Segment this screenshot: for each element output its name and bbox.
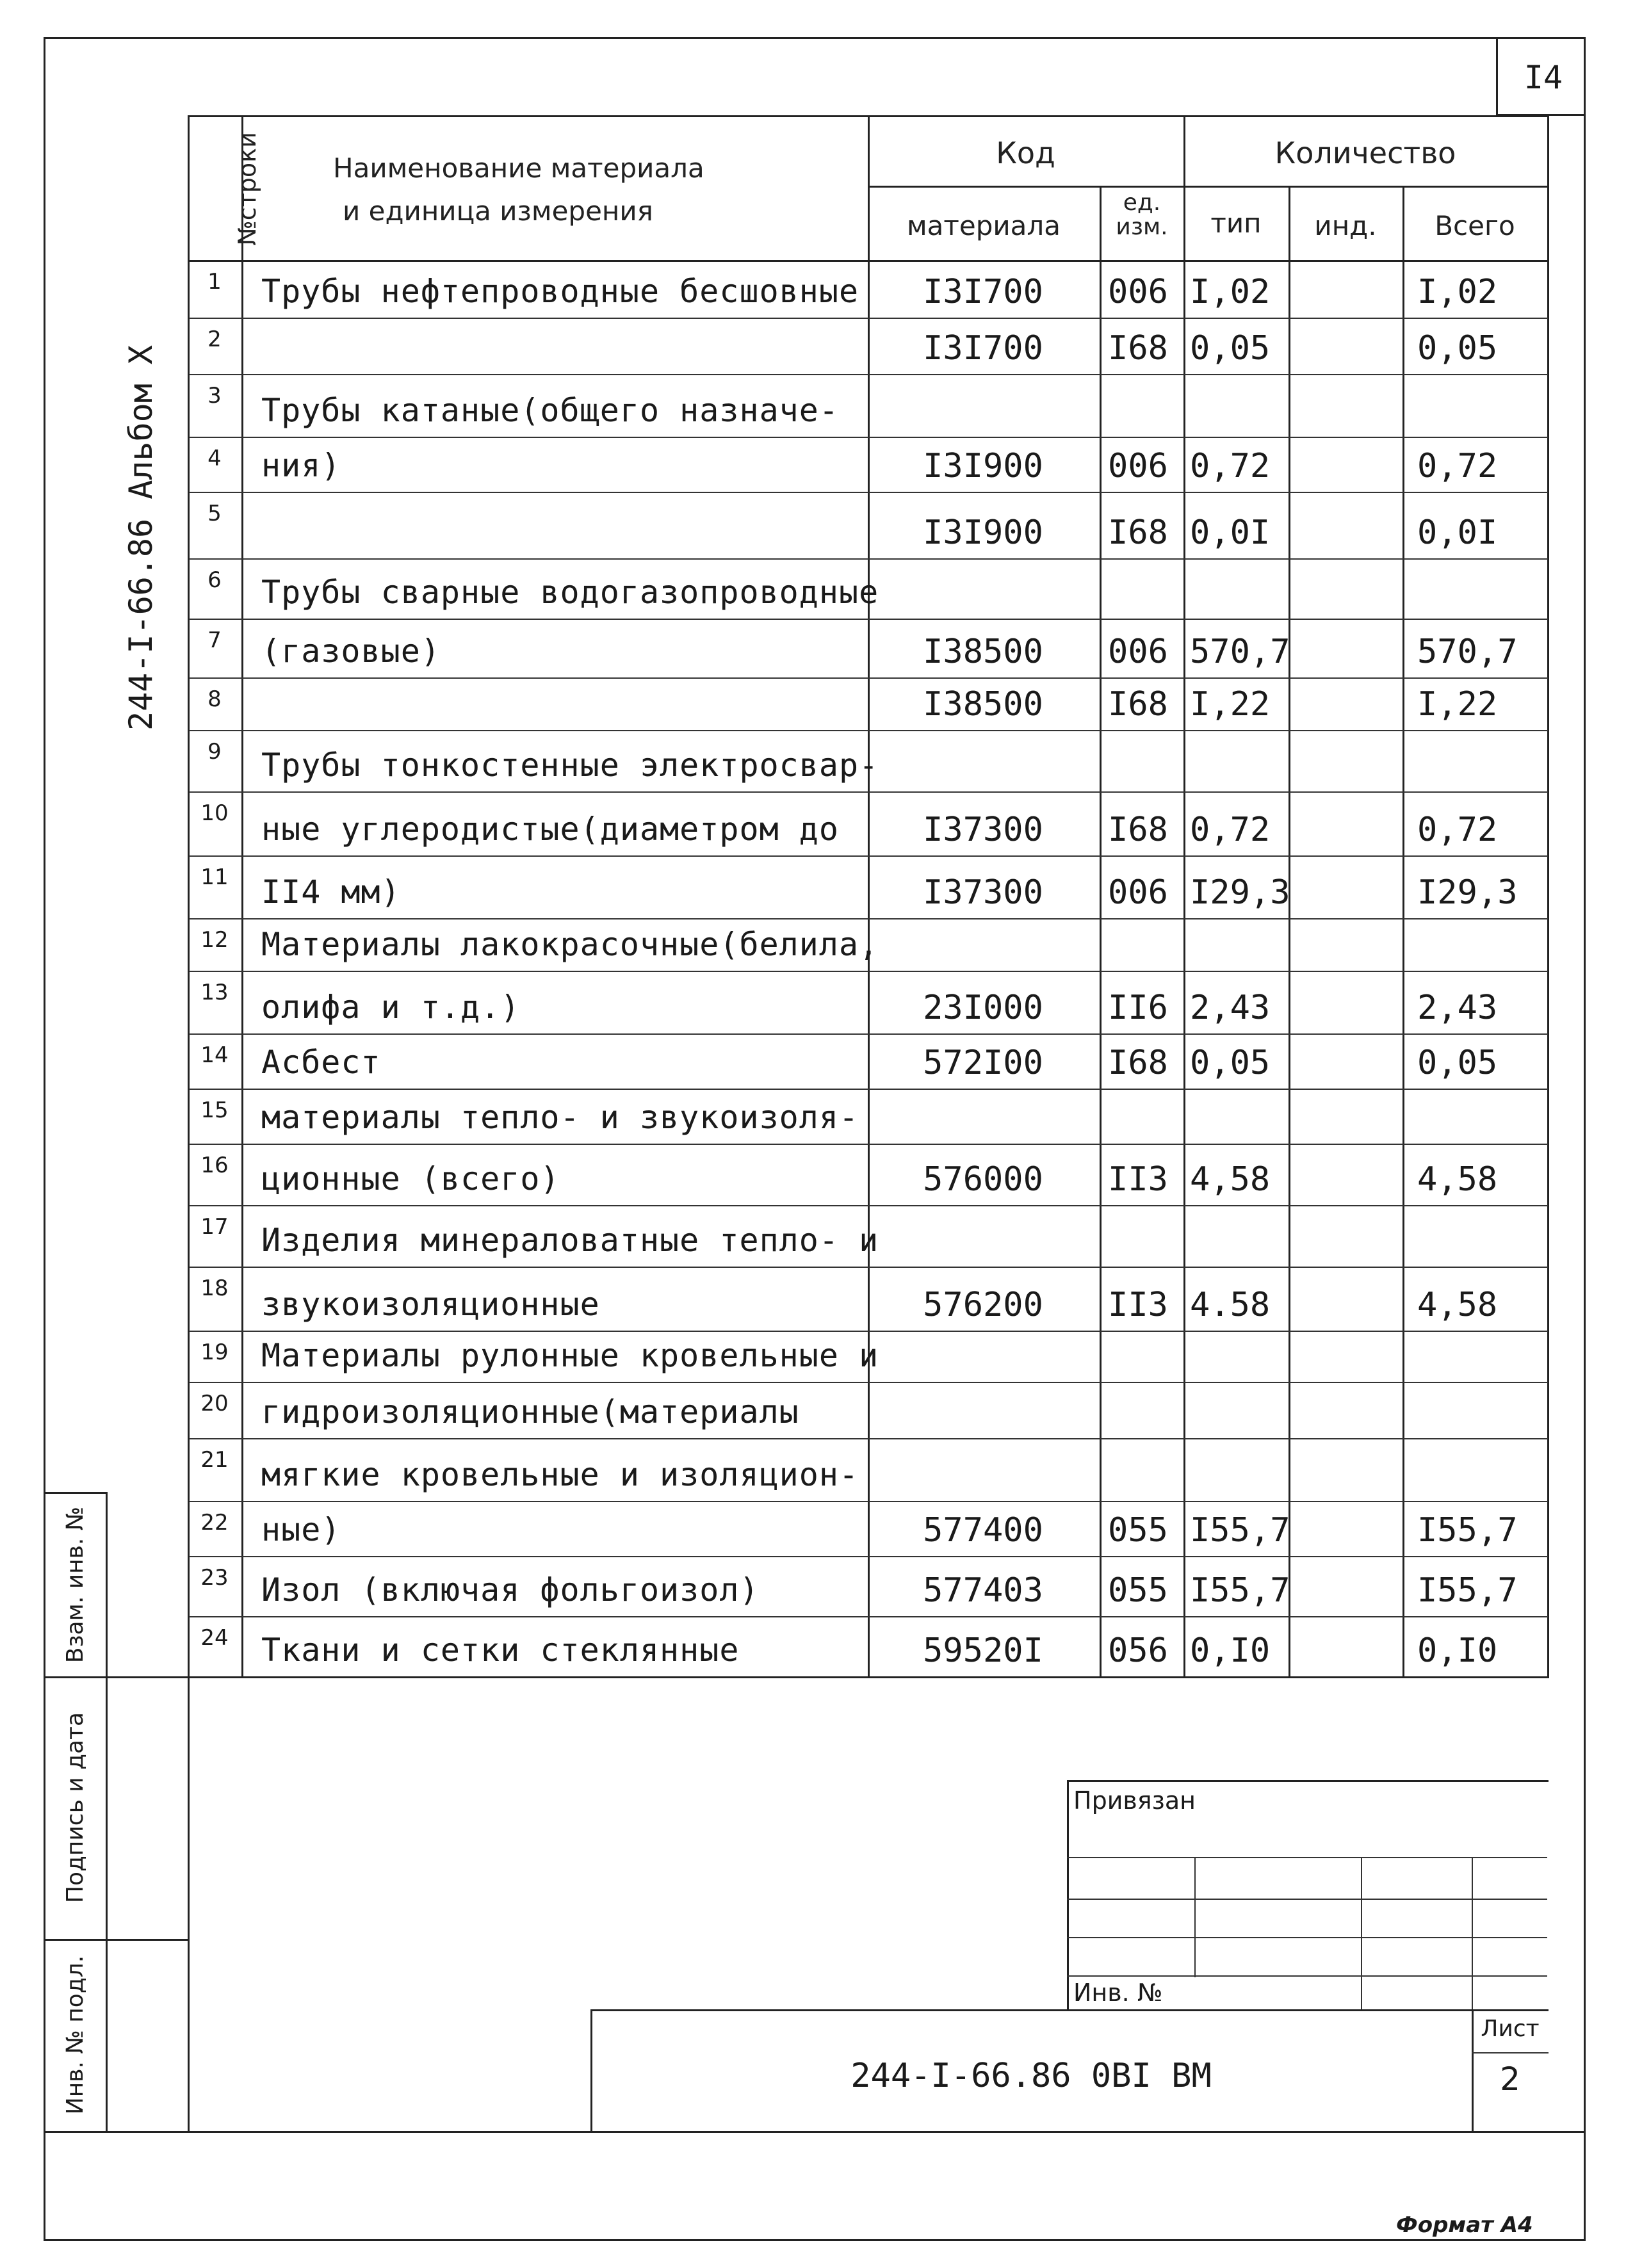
row-divider: [189, 1205, 1548, 1206]
row-type: 570,7: [1190, 633, 1290, 671]
row-type: I55,7: [1190, 1511, 1290, 1550]
stamp-podpis: Подпись и дата: [62, 1712, 88, 1904]
row-divider: [189, 1089, 1548, 1090]
table-left-border: [188, 115, 190, 2132]
row-type: 0,05: [1190, 329, 1271, 368]
row-code: 59520I: [923, 1632, 1043, 1670]
row-name: мягкие кровельные и изоляцион-: [261, 1456, 859, 1493]
row-number: 10: [200, 800, 229, 826]
row-unit: II3: [1108, 1160, 1168, 1199]
header-row-no: №строки: [233, 132, 261, 246]
row-type: I,02: [1190, 273, 1271, 311]
row-code: I3I700: [923, 329, 1043, 368]
privyazan-row3: [1067, 1937, 1547, 1938]
row-unit: 056: [1108, 1632, 1168, 1670]
row-type: 0,72: [1190, 447, 1271, 485]
row-number: 8: [207, 686, 222, 712]
row-unit: I68: [1108, 811, 1168, 849]
row-name: звукоизоляционные: [261, 1286, 600, 1323]
col-rowno-border: [241, 115, 243, 1678]
row-unit: I68: [1108, 329, 1168, 368]
row-type: 4.58: [1190, 1286, 1271, 1324]
document-designation: 244-I-66.86 0BI ВМ: [850, 2057, 1212, 2095]
row-number: 24: [200, 1625, 229, 1651]
header-total: Всего: [1435, 210, 1515, 241]
privyazan-row2: [1067, 1899, 1547, 1900]
stamp-vzam: Взам. инв. №: [62, 1506, 88, 1664]
row-divider: [189, 1331, 1548, 1332]
row-code: 576200: [923, 1286, 1043, 1324]
row-number: 21: [200, 1447, 229, 1473]
header-mid-border: [868, 186, 1549, 188]
row-name: ные углеродистые(диаметром до: [261, 811, 839, 848]
row-name: Трубы катаные(общего назначе-: [261, 392, 839, 429]
row-code: I38500: [923, 685, 1043, 724]
row-type: 2,43: [1190, 989, 1271, 1027]
row-name: Трубы тонкостенные электросвар-: [261, 747, 879, 784]
row-unit: I68: [1108, 685, 1168, 724]
row-name: Изол (включая фольгоизол): [261, 1571, 760, 1608]
row-number: 17: [200, 1214, 229, 1240]
row-total: 0,05: [1417, 329, 1498, 368]
row-number: 20: [200, 1391, 229, 1416]
row-divider: [189, 971, 1548, 972]
stamp-col-right: [106, 1492, 108, 2132]
row-total: 4,58: [1417, 1286, 1498, 1324]
row-code: I38500: [923, 633, 1043, 671]
row-number: 12: [200, 927, 229, 953]
row-number: 6: [207, 567, 222, 593]
row-unit: II3: [1108, 1286, 1168, 1324]
row-unit: 055: [1108, 1511, 1168, 1550]
row-number: 23: [200, 1565, 229, 1591]
row-total: 2,43: [1417, 989, 1498, 1027]
row-divider: [189, 791, 1548, 793]
row-code: I3I700: [923, 273, 1043, 311]
row-unit: 006: [1108, 273, 1168, 311]
row-unit: 006: [1108, 873, 1168, 912]
row-divider: [189, 492, 1548, 493]
row-name: Материалы лакокрасочные(белила,: [261, 926, 879, 963]
row-number: 1: [207, 269, 222, 295]
row-unit: 006: [1108, 447, 1168, 485]
drawing-frame: [44, 37, 1586, 2241]
col-type-border: [1289, 186, 1290, 1678]
row-number: 5: [207, 501, 222, 526]
sheet-label: Лист: [1481, 2016, 1540, 2042]
row-number: 18: [200, 1276, 229, 1301]
row-total: 4,58: [1417, 1160, 1498, 1199]
row-name: Трубы сварные водогазопроводные: [261, 574, 879, 611]
row-unit: 055: [1108, 1571, 1168, 1610]
privyazan-top: [1067, 1780, 1549, 1782]
privyazan-col2: [1361, 1857, 1362, 2011]
row-divider: [189, 558, 1548, 560]
privyazan-row1: [1067, 1857, 1547, 1858]
row-number: 4: [207, 446, 222, 471]
privyazan-row4: [1067, 1975, 1547, 1977]
row-name: II4 мм): [261, 873, 401, 911]
header-material: материала: [906, 210, 1061, 241]
row-unit: II6: [1108, 989, 1168, 1027]
row-divider: [189, 1033, 1548, 1035]
row-name: материалы тепло- и звукоизоля-: [261, 1099, 859, 1136]
row-name: ные): [261, 1511, 341, 1548]
row-number: 15: [200, 1098, 229, 1123]
col-code-border: [1100, 186, 1102, 1678]
row-type: I55,7: [1190, 1571, 1290, 1610]
row-divider: [189, 677, 1548, 679]
row-type: 0,05: [1190, 1044, 1271, 1082]
col-name-border: [868, 115, 870, 1678]
row-type: 0,72: [1190, 811, 1271, 849]
row-divider: [189, 855, 1548, 857]
row-number: 9: [207, 739, 222, 765]
row-name: Асбест: [261, 1044, 381, 1081]
row-code: 576000: [923, 1160, 1043, 1199]
row-code: I3I900: [923, 447, 1043, 485]
row-total: 0,I0: [1417, 1632, 1498, 1670]
privyazan-label: Привязан: [1073, 1786, 1196, 1815]
row-code: I37300: [923, 811, 1043, 849]
row-divider: [189, 1267, 1548, 1268]
row-divider: [189, 1382, 1548, 1383]
row-number: 2: [207, 327, 222, 352]
row-code: I37300: [923, 873, 1043, 912]
header-type: тип: [1210, 207, 1262, 239]
row-name: гидроизоляционные(материалы: [261, 1393, 799, 1430]
header-ind: инд.: [1314, 210, 1377, 241]
row-total: I55,7: [1417, 1511, 1518, 1550]
header-quantity: Количество: [1274, 136, 1456, 170]
row-unit: I68: [1108, 1044, 1168, 1082]
row-name: Трубы нефтепроводные бесшовные: [261, 273, 859, 310]
sheet-number: I4: [1524, 59, 1563, 96]
row-total: I29,3: [1417, 873, 1518, 912]
bottom-block-border: [44, 2131, 1586, 2133]
row-name: Изделия минераловатные тепло- и: [261, 1222, 879, 1259]
row-number: 3: [207, 383, 222, 409]
row-number: 14: [200, 1042, 229, 1068]
row-type: 0,I0: [1190, 1632, 1271, 1670]
format-label: Формат А4: [1396, 2212, 1533, 2238]
row-code: I3I900: [923, 514, 1043, 552]
row-number: 16: [200, 1153, 229, 1178]
row-unit: I68: [1108, 514, 1168, 552]
row-number: 19: [200, 1340, 229, 1365]
row-name: (газовые): [261, 633, 441, 670]
row-divider: [189, 437, 1548, 438]
row-name: ния): [261, 447, 341, 484]
row-divider: [189, 1556, 1548, 1557]
row-divider: [189, 730, 1548, 731]
row-total: 0,05: [1417, 1044, 1498, 1082]
row-divider: [189, 318, 1548, 319]
row-total: I55,7: [1417, 1571, 1518, 1610]
sheet-value: 2: [1500, 2061, 1520, 2098]
row-name: ционные (всего): [261, 1160, 560, 1197]
row-type: 0,0I: [1190, 514, 1271, 552]
row-type: I29,3: [1190, 873, 1290, 912]
row-total: 0,0I: [1417, 514, 1498, 552]
header-unit: ед. изм.: [1116, 190, 1168, 240]
row-number: 7: [207, 628, 222, 653]
row-number: 13: [200, 980, 229, 1005]
sheet-box-left: [1496, 37, 1498, 115]
col-unit-border: [1183, 115, 1185, 1678]
row-unit: 006: [1108, 633, 1168, 671]
row-name: Материалы рулонные кровельные и: [261, 1337, 879, 1374]
album-label: 244-I-66.86 Альбом X: [122, 344, 159, 731]
table-right-border: [1547, 115, 1549, 1678]
row-total: I,02: [1417, 273, 1498, 311]
header-name-line1: Наименование материала: [333, 152, 704, 184]
row-number: 11: [200, 864, 229, 890]
row-total: 570,7: [1417, 633, 1518, 671]
row-divider: [189, 1501, 1548, 1502]
table-bottom-border: [106, 1676, 1549, 1678]
row-divider: [189, 1438, 1548, 1439]
header-code: Код: [996, 136, 1055, 170]
row-name: Ткани и сетки стеклянные: [261, 1632, 740, 1669]
row-divider: [189, 374, 1548, 375]
sheet-cell-mid: [1472, 2052, 1549, 2053]
col-ind-border: [1402, 186, 1404, 1678]
row-name: олифа и т.д.): [261, 989, 521, 1026]
stamp-inv-podl: Инв. № подл.: [62, 1955, 88, 2115]
inv-no-label: Инв. №: [1073, 1979, 1163, 2007]
row-type: I,22: [1190, 685, 1271, 724]
row-code: 577400: [923, 1511, 1043, 1550]
row-divider: [189, 1144, 1548, 1145]
row-divider: [189, 1616, 1548, 1617]
row-code: 23I000: [923, 989, 1043, 1027]
row-divider: [189, 619, 1548, 620]
privyazan-col3: [1472, 1857, 1473, 2011]
title-block-top: [590, 2009, 1549, 2011]
row-total: 0,72: [1417, 447, 1498, 485]
row-total: 0,72: [1417, 811, 1498, 849]
row-total: I,22: [1417, 685, 1498, 724]
row-number: 22: [200, 1510, 229, 1535]
row-code: 577403: [923, 1571, 1043, 1610]
row-divider: [189, 918, 1548, 919]
row-code: 572I00: [923, 1044, 1043, 1082]
privyazan-col1: [1194, 1857, 1196, 1977]
row-type: 4,58: [1190, 1160, 1271, 1199]
header-name-line2: и единица измерения: [343, 195, 653, 227]
